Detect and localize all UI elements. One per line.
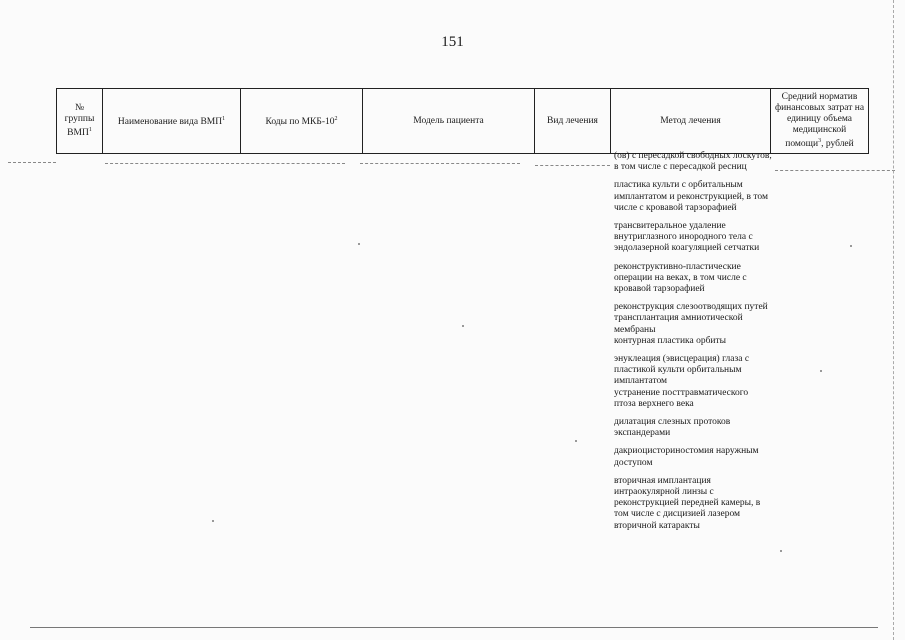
table-header: [56, 88, 869, 154]
method-item: вторичная имплантация интраокулярной линзы с реконструкцией передней камеры, в том числе с дисцизией лазером вторичной катаракты: [614, 475, 761, 531]
page-number: 151: [441, 34, 464, 50]
scan-speck: [212, 520, 214, 522]
col-header-vmp-name: Наименование вида ВМП$^1$: [103, 89, 241, 154]
scan-speck: [358, 243, 360, 245]
scan-artifact-line: [105, 163, 345, 164]
scan-speck: [462, 325, 464, 327]
page-right-edge: [893, 0, 894, 640]
treatment-method-list: [612, 151, 772, 539]
scan-speck: [575, 440, 577, 442]
page-bottom-edge: [30, 627, 878, 628]
col-header-cost-norm: Средний норматив финансовых затрат на единицу объема медицинской помощи$^3$, рублей: [771, 89, 869, 154]
col-header-treatment-method: Метод лечения: [611, 89, 771, 154]
method-item: трансвитеральное удаление внутриглазного инородного тела с эндолазерной коагуляцией сетчатки: [614, 221, 760, 254]
method-item: реконструктивно-пластические операции на веках, в том числе с кровавой тарзорафией: [614, 261, 747, 295]
scan-speck: [820, 370, 822, 372]
scan-artifact-line: [535, 165, 610, 166]
method-item: пластика культи с орбитальным имплантатом и реконструкцией, в том числе с кровавой тарзорафией: [614, 180, 768, 213]
method-item: энуклеация (эвисцерация) глаза с пластикой культи орбитальным имплантатом: [614, 354, 750, 387]
scan-artifact-line: [775, 170, 895, 171]
scan-speck: [850, 245, 852, 247]
method-item: (ов) с пересадкой свободных лоскутов, в том числе с пересадкой ресниц: [614, 151, 772, 173]
method-item: трансплантация амниотической мембраны: [614, 313, 743, 335]
method-item: контурная пластика орбиты: [614, 335, 727, 346]
col-header-treatment-type: Вид лечения: [535, 89, 611, 154]
method-item: реконструкция слезоотводящих путей: [614, 302, 768, 313]
col-header-patient-model: Модель пациента: [363, 89, 535, 154]
scan-artifact-line: [8, 162, 56, 163]
method-item: дакриоцисториностомия наружным доступом: [614, 446, 759, 468]
scan-artifact-line: [360, 163, 520, 164]
method-item: устранение посттравматического птоза верхнего века: [614, 387, 749, 409]
col-header-group-number: № группы ВМП$^1$: [57, 89, 103, 154]
col-header-mkb-codes: Коды по МКБ-$10^2$: [241, 89, 363, 154]
scan-speck: [780, 550, 782, 552]
method-item: дилатация слезных протоков экспандерами: [614, 417, 731, 439]
